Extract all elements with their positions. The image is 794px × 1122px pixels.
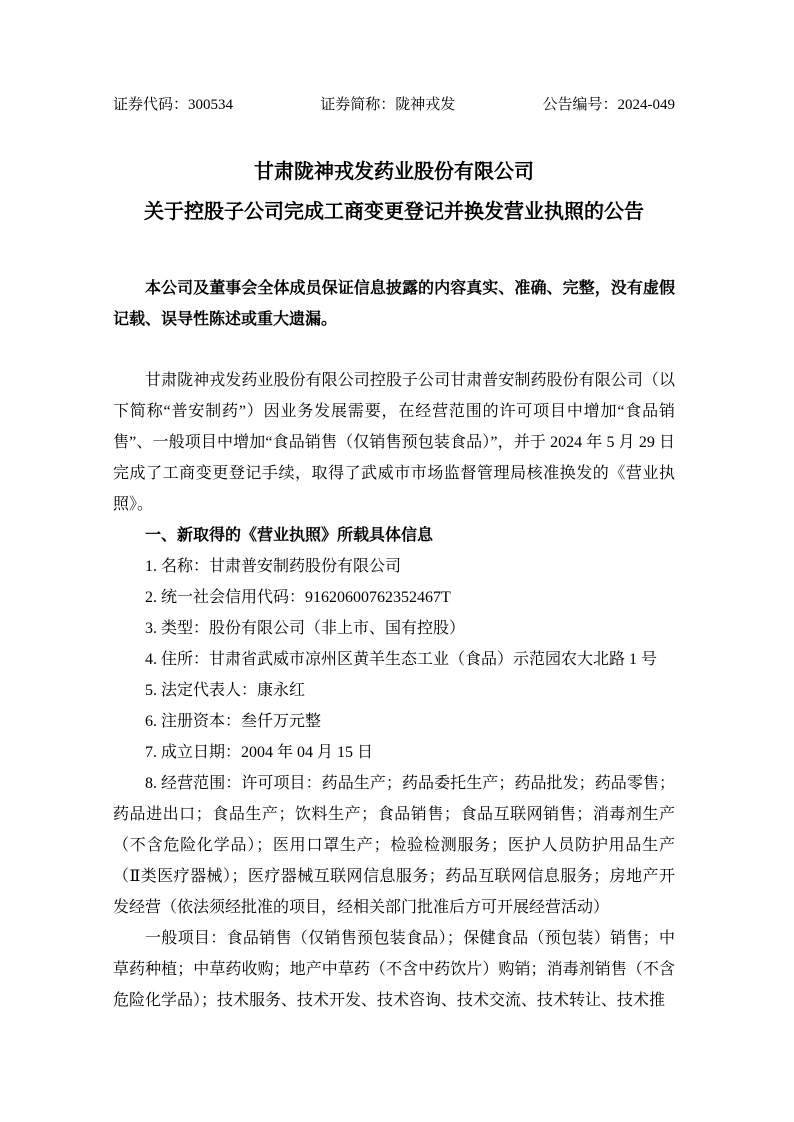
section-1-heading: 一、新取得的《营业执照》所载具体信息	[145, 527, 434, 544]
license-item-establish-date: 7. 成立日期：2004 年 04 月 15 日	[145, 744, 374, 761]
license-item-business-scope: 8. 经营范围：许可项目：药品生产；药品委托生产；药品批发；药品零售；药品进出口；食品生产；饮料生产；食品销售；食品互联网销售；消毒剂生产（不含危险化学品）；医用口罩生产；检验检测服务；医护人员防护用品生产（Ⅱ类医疗器械）；医疗器械互联网信息服务；药品互联网信息服务；房地产开发经营（依法须经批准的项目，经相关部门批准后方可开展经营活动）	[113, 775, 675, 916]
announcement-number-label: 公告编号：2024-049	[542, 97, 675, 113]
document-header	[113, 95, 675, 115]
license-item-credit-code: 2. 统一社会信用代码：91620600762352467T	[145, 589, 451, 606]
announcement-title: 关于控股子公司完成工商变更登记并换发营业执照的公告	[144, 201, 644, 223]
license-item-name: 1. 名称：甘肃普安制药股份有限公司	[145, 558, 402, 575]
license-item-registered-capital: 6. 注册资本：叁仟万元整	[145, 713, 322, 730]
stock-code-label: 证券代码：300534	[113, 97, 234, 113]
license-item-address: 4. 住所：甘肃省武威市凉州区黄羊生态工业（食品）示范园农大北路 1 号	[145, 651, 658, 668]
disclaimer-paragraph: 本公司及董事会全体成员保证信息披露的内容真实、准确、完整，没有虚假记载、误导性陈述或重大遗漏。	[113, 280, 675, 328]
general-items-paragraph: 一般项目：食品销售（仅销售预包装食品）；保健食品（预包装）销售；中草药种植；中草药收购；地产中草药（不含中药饮片）购销；消毒剂销售（不含危险化学品）；技术服务、技术开发、技术咨询、技术交流、技术转让、技术推	[113, 930, 675, 1009]
license-item-type: 3. 类型：股份有限公司（非上市、国有控股）	[145, 620, 466, 637]
stock-abbr-label: 证券简称：陇神戎发	[320, 97, 456, 113]
license-item-legal-representative: 5. 法定代表人：康永红	[145, 682, 306, 699]
company-name-title: 甘肃陇神戎发药业股份有限公司	[254, 161, 534, 183]
intro-paragraph: 甘肃陇神戎发药业股份有限公司控股子公司甘肃普安制药股份有限公司（以下简称“普安制药”）因业务发展需要，在经营范围的许可项目中增加“食品销售”、一般项目中增加“食品销售（仅销售预包装食品）”，并于 2024 年 5 月 29 日完成了工商变更登记手续，取得了武威市市场监督管理局核准换发的《营业执照》。	[113, 372, 675, 513]
